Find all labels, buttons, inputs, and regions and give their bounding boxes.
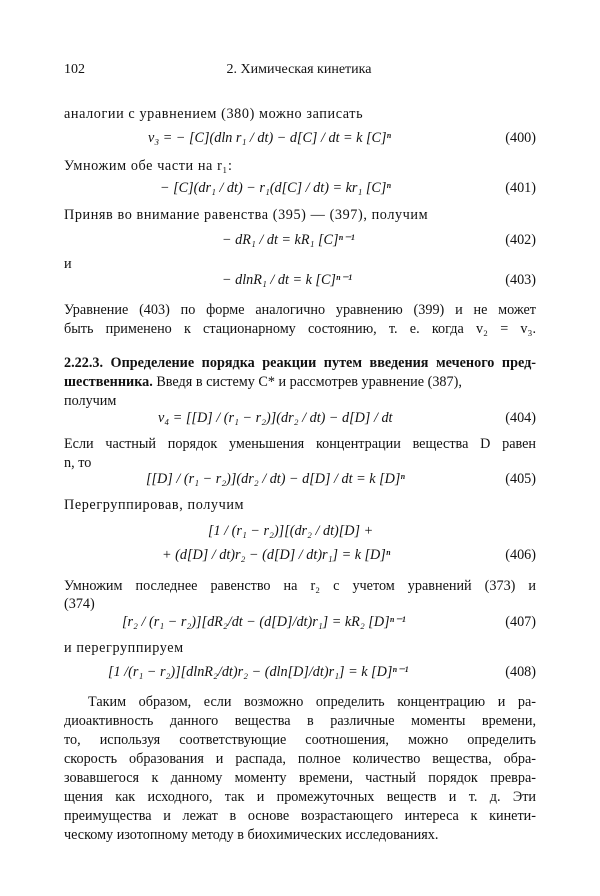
paragraph-line: скорость образования и распада, полное количество вещества, обра-	[64, 751, 536, 767]
text-line: Если частный порядок уменьшения концентрации вещества D равен	[64, 436, 536, 452]
text-line: Умножим обе части на r₁:	[64, 158, 233, 174]
final-paragraph	[64, 693, 536, 845]
text-line: Уравнение (403) по форме аналогично уравнению (399) и не может	[64, 302, 536, 318]
equation-403: − dlnR₁ / dt = k [C]ⁿ⁻¹	[222, 272, 353, 288]
equation-404: v₄ = [[D] / (r₁ − r₂)](dr₂ / dt) − d[D] / dt	[158, 410, 393, 426]
text-line: Перегруппировав, получим	[64, 497, 245, 513]
equation-406-line1: [1 / (r₁ − r₂)][(dr₂ / dt)[D] +	[208, 523, 374, 539]
equation-number: (402)	[505, 232, 536, 248]
text-line: и перегруппируем	[64, 640, 184, 656]
text-line: и	[64, 256, 72, 272]
section-heading: 2.22.3. Определение порядка реакции путем введения меченого пред-	[64, 355, 536, 371]
chapter-title: 2. Химическая кинетика	[226, 62, 372, 77]
equation-401: − [C](dr₁ / dt) − r₁(d[C] / dt) = kr₁ [C]ⁿ	[160, 180, 391, 196]
equation-number: (404)	[505, 410, 536, 426]
equation-number: (408)	[505, 664, 536, 680]
text-line: Приняв во внимание равенства (395) — (397), получим	[64, 207, 429, 223]
paragraph-line: ческому изотопному методу в биохимических исследованиях.	[64, 827, 439, 843]
text-line	[64, 374, 536, 391]
page-number: 102	[64, 62, 85, 77]
equation-400: v₃ = − [C](dln r₁ / dt) − d[C] / dt = k [C]ⁿ	[148, 130, 391, 146]
equation-number: (403)	[505, 272, 536, 288]
text-line: (374)	[64, 596, 95, 612]
text-line: получим	[64, 393, 117, 409]
paragraph-line: то, используя соответствующие соотношения, можно определить	[64, 732, 536, 748]
equation-402: − dR₁ / dt = kR₁ [C]ⁿ⁻¹	[222, 232, 355, 248]
equation-number: (400)	[505, 130, 536, 146]
equation-number: (401)	[505, 180, 536, 196]
equation-406-line2: + (d[D] / dt)r₂ − (d[D] / dt)r₁] = k [D]ⁿ	[162, 547, 391, 563]
equation-number: (406)	[505, 547, 536, 563]
paragraph-line: преимущества и лежат в основе возрастающего интереса к кинети-	[64, 808, 536, 824]
text-line: Умножим последнее равенство на r₂ с учетом уравнений (373) и	[64, 578, 536, 594]
text-line: аналогии с уравнением (380) можно записать	[64, 106, 364, 122]
equation-408: [1 /(r₁ − r₂)][dlnR₂/dt)r₂ − (dln[D]/dt)r₁] = k [D]ⁿ⁻¹	[108, 664, 409, 680]
paragraph-line: зовавшегося к данному моменту времени, частный порядок превра-	[64, 770, 536, 786]
section-text: Введя в систему C* и рассмотрев уравнение (387),	[152, 374, 462, 390]
paragraph-line: Таким образом, если возможно определить концентрацию и ра-	[88, 694, 536, 710]
text-line: n, то	[64, 455, 92, 471]
equation-405: [[D] / (r₁ − r₂)](dr₂ / dt) − d[D] / dt = k [D]ⁿ	[146, 471, 405, 487]
section-heading-continued: шественника.	[64, 374, 153, 390]
text-line: быть применено к стационарному состоянию, т. е. когда v₂ = v₃.	[64, 321, 536, 337]
paragraph-line: щения как исходного, так и промежуточных веществ и т. д. Эти	[64, 789, 536, 805]
equation-407: [r₂ / (r₁ − r₂)][dR₂/dt − (d[D]/dt)r₁] = kR₂ [D]ⁿ⁻¹	[122, 614, 406, 630]
paragraph-line: диоактивность данного вещества в различные моменты времени,	[64, 713, 536, 729]
equation-number: (407)	[505, 614, 536, 630]
equation-number: (405)	[505, 471, 536, 487]
